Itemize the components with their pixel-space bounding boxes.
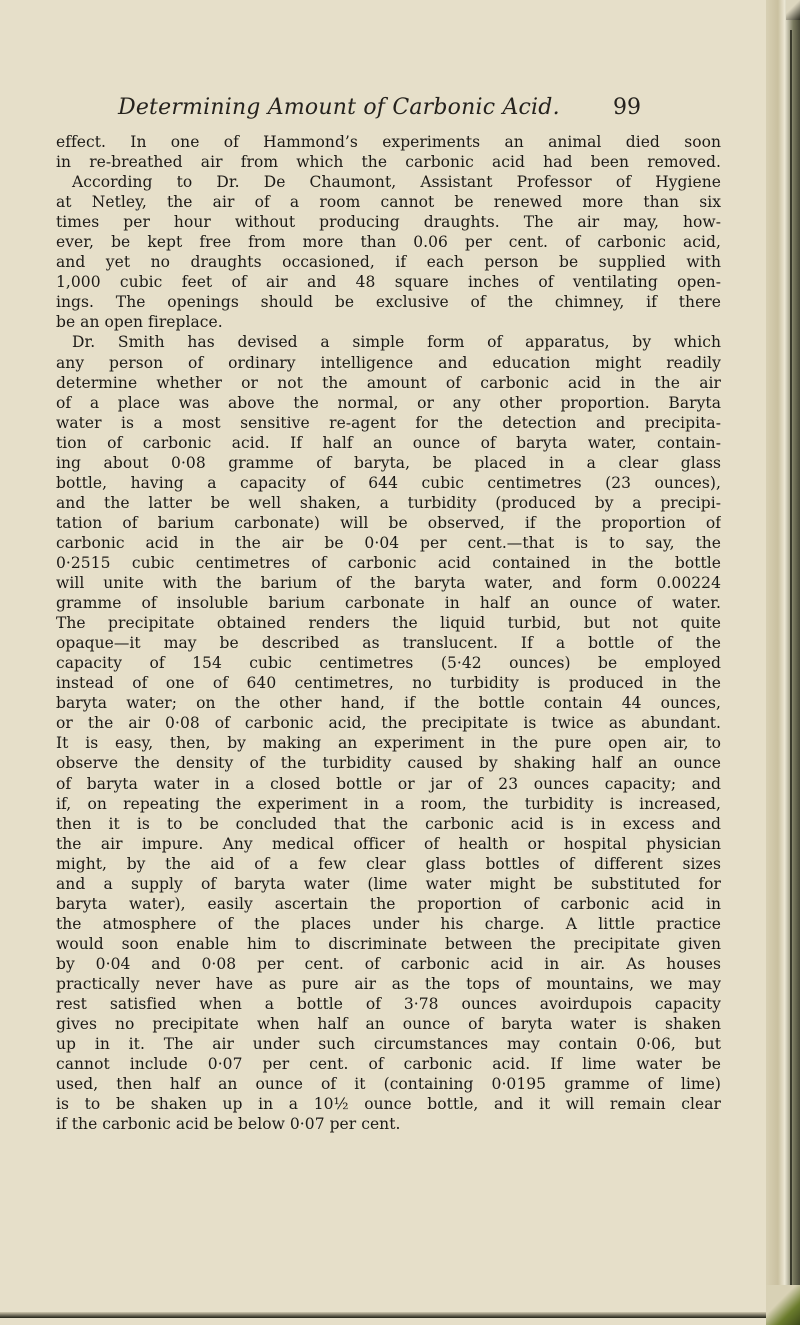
- text-line: water is a most sensitive re-agent for the detection and precipita-: [56, 413, 721, 432]
- text-line: tion of carbonic acid. If half an ounce of baryta water, contain-: [56, 433, 721, 452]
- text-line: and a supply of baryta water (lime water might be substituted for: [56, 874, 721, 893]
- text-line: instead of one of 640 centimetres, no turbidity is produced in the: [56, 674, 721, 693]
- text-line: would soon enable him to discriminate between the precipitate given: [56, 934, 721, 953]
- spine-shadow-line: [790, 30, 792, 1290]
- text-line: ever, be kept free from more than 0.06 per cent. of carbonic acid,: [56, 233, 721, 252]
- text-line: then it is to be concluded that the carbonic acid is in excess and: [56, 814, 721, 833]
- text-line: up in it. The air under such circumstances may contain 0·06, but: [56, 1035, 721, 1054]
- body-text: [56, 132, 721, 1134]
- text-line: any person of ordinary intelligence and education might readily: [56, 353, 721, 372]
- text-line: or the air 0·08 of carbonic acid, the precipitate is twice as abundant.: [56, 714, 721, 733]
- running-head: Determining Amount of Carbonic Acid.: [118, 95, 560, 120]
- page-header: [0, 95, 790, 123]
- text-line: and the latter be well shaken, a turbidity (produced by a precipi-: [56, 493, 721, 512]
- text-line: and yet no draughts occasioned, if each person be supplied with: [56, 253, 721, 272]
- text-line: determine whether or not the amount of carbonic acid in the air: [56, 373, 721, 392]
- text-line: carbonic acid in the air be 0·04 per cent.—that is to say, the: [56, 533, 721, 552]
- text-line: ings. The openings should be exclusive of the chimney, if there: [56, 293, 721, 312]
- text-line: tation of barium carbonate) will be observed, if the proportion of: [56, 513, 721, 532]
- spine-corner-bottom: [766, 1285, 800, 1325]
- text-line: the atmosphere of the places under his charge. A little practice: [56, 914, 721, 933]
- page-bottom-edge: [0, 1312, 790, 1318]
- text-line: be an open fireplace.: [56, 313, 223, 332]
- text-line: used, then half an ounce of it (containing 0·0195 gramme of lime): [56, 1075, 721, 1094]
- book-spine-edge: [766, 0, 800, 1325]
- text-line: 1,000 cubic feet of air and 48 square inches of ventilating open-: [56, 273, 721, 292]
- text-line: baryta water; on the other hand, if the bottle contain 44 ounces,: [56, 694, 721, 713]
- text-line: times per hour without producing draughts. The air may, how-: [56, 213, 721, 232]
- text-line: will unite with the barium of the baryta water, and form 0.00224: [56, 574, 721, 593]
- text-line: by 0·04 and 0·08 per cent. of carbonic acid in air. As houses: [56, 954, 721, 973]
- text-line: capacity of 154 cubic centimetres (5·42 ounces) be employed: [56, 654, 721, 673]
- text-line: ing about 0·08 gramme of baryta, be placed in a clear glass: [56, 453, 721, 472]
- text-line: if, on repeating the experiment in a room, the turbidity is increased,: [56, 794, 721, 813]
- text-line: in re-breathed air from which the carbonic acid had been removed.: [56, 153, 721, 172]
- text-line: The precipitate obtained renders the liquid turbid, but not quite: [56, 614, 721, 633]
- text-line: practically never have as pure air as the tops of mountains, we may: [56, 974, 721, 993]
- text-line: is to be shaken up in a 10½ ounce bottle, and it will remain clear: [56, 1095, 721, 1114]
- text-line: baryta water), easily ascertain the proportion of carbonic acid in: [56, 894, 721, 913]
- spine-corner-top: [786, 0, 800, 20]
- text-line: the air impure. Any medical officer of health or hospital physician: [56, 834, 721, 853]
- text-line: observe the density of the turbidity caused by shaking half an ounce: [56, 754, 721, 773]
- page-number: 99: [613, 95, 641, 120]
- text-line: effect. In one of Hammond’s experiments an animal died soon: [56, 133, 721, 151]
- text-line: bottle, having a capacity of 644 cubic centimetres (23 ounces),: [56, 473, 721, 492]
- text-line: opaque—it may be described as translucent. If a bottle of the: [56, 634, 721, 653]
- text-line: Dr. Smith has devised a simple form of apparatus, by which: [72, 333, 721, 352]
- text-line: 0·2515 cubic centimetres of carbonic acid contained in the bottle: [56, 553, 721, 572]
- text-line: gramme of insoluble barium carbonate in half an ounce of water.: [56, 594, 721, 613]
- text-line: gives no precipitate when half an ounce of baryta water is shaken: [56, 1015, 721, 1034]
- text-line: might, by the aid of a few clear glass bottles of different sizes: [56, 854, 721, 873]
- text-line: of baryta water in a closed bottle or jar of 23 ounces capacity; and: [56, 774, 721, 793]
- text-line: if the carbonic acid be below 0·07 per cent.: [56, 1115, 401, 1134]
- text-line: at Netley, the air of a room cannot be renewed more than six: [56, 193, 721, 212]
- text-line: of a place was above the normal, or any other proportion. Baryta: [56, 393, 721, 412]
- text-line: cannot include 0·07 per cent. of carbonic acid. If lime water be: [56, 1055, 721, 1074]
- text-line: rest satisfied when a bottle of 3·78 ounces avoirdupois capacity: [56, 995, 721, 1014]
- text-line: It is easy, then, by making an experiment in the pure open air, to: [56, 734, 721, 753]
- text-line: According to Dr. De Chaumont, Assistant Professor of Hygiene: [72, 173, 721, 192]
